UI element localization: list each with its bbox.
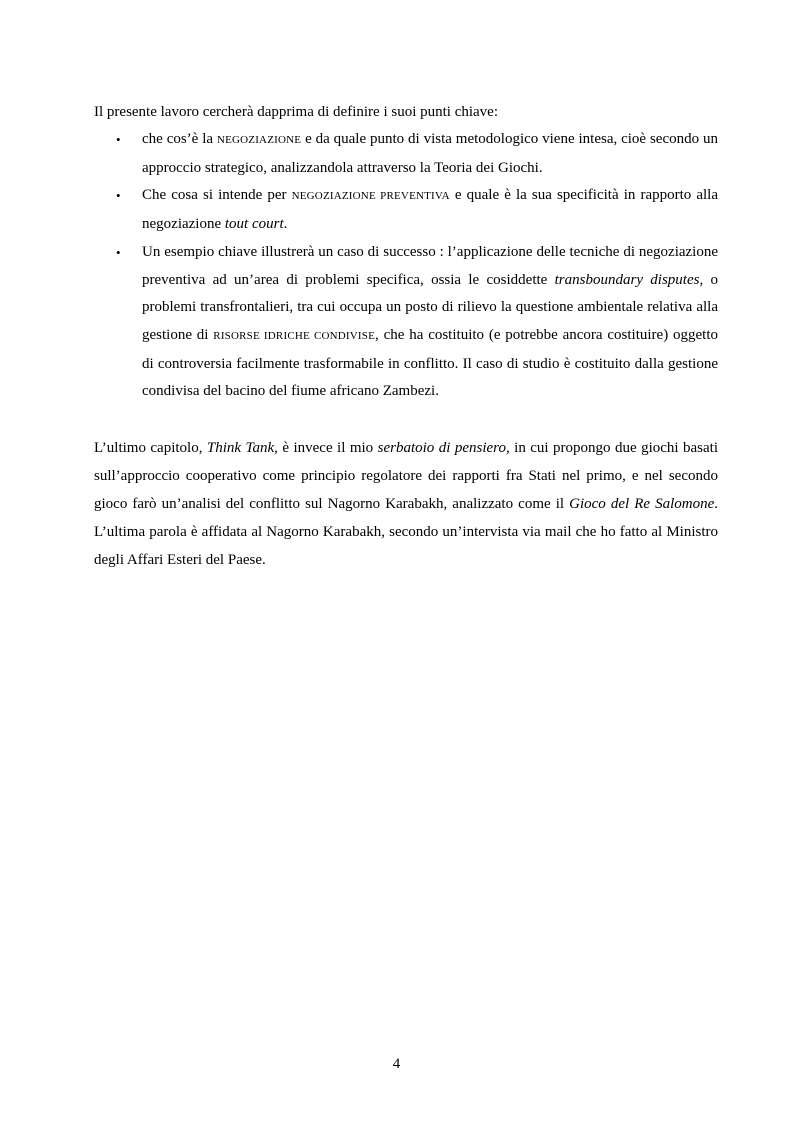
intro-paragraph: Il presente lavoro cercherà dapprima di definire i suoi punti chiave:	[94, 104, 499, 120]
text-run: e da quale punto di vista metodologico viene intesa, cioè secondo un approccio strategico, analizzandola attraverso la Teoria dei Giochi.	[142, 131, 718, 176]
bullet-icon: •	[116, 132, 121, 147]
list-item	[94, 182, 718, 238]
text-run: , è invece il mio	[274, 440, 378, 457]
page-body	[94, 98, 718, 574]
italic-term: Gioco del Re Salomone	[569, 496, 715, 513]
text-run: . L’ultima parola è affidata al Nagorno Karabakh, secondo un’intervista via mail che ho fatto al Ministro degli Affari Esteri del Paese.	[94, 496, 719, 569]
text-run: .	[283, 216, 288, 233]
list-item	[94, 126, 718, 182]
text-run: e quale è la sua specificità in rapporto alla negoziazione	[142, 187, 719, 233]
text-run: , in cui propongo due giochi basati sull’approccio cooperativo come principio regolatore dei rapporti fra Stati nel primo, e nel secondo gioco farò un’analisi del conflitto sul Nagorno Karabakh, analizzato come il	[94, 440, 719, 513]
text-run: Che cosa si intende per	[142, 187, 292, 204]
bullet-icon: •	[116, 244, 121, 260]
closing-paragraph	[94, 434, 718, 574]
bullet-icon: •	[116, 188, 121, 204]
text-run: L’ultimo capitolo,	[94, 440, 207, 457]
small-caps-term: NEGOZIAZIONE	[216, 134, 302, 146]
list-item	[94, 239, 718, 406]
small-caps-term: RISORSE IDRICHE CONDIVISE	[213, 329, 376, 342]
text-run: , che ha costituito (e potrebbe ancora costituire) oggetto di controversia facilmente trasformabile in conflitto. Il caso di studio è costituito dalla gestione condivisa del bacino del fiume africano Zambezi.	[142, 326, 718, 400]
text-run: che cos’è la	[142, 131, 217, 147]
small-caps-term: NEGOZIAZIONE PREVENTIVA	[291, 190, 450, 203]
italic-term: Think Tank	[206, 440, 275, 457]
italic-term: tout court	[224, 216, 284, 233]
page-number: 4	[392, 1056, 401, 1072]
italic-term: serbatoio di pensiero	[377, 440, 506, 457]
italic-term: transboundary disputes	[554, 271, 700, 288]
text-run: , o problemi transfrontalieri, tra cui occupa un posto di rilievo la questione ambientale relativa alla gestione di	[142, 271, 719, 343]
key-points-list	[94, 126, 718, 406]
text-run: Un esempio chiave illustrerà un caso di successo : l’applicazione delle tecniche di negoziazione preventiva ad un’area di problemi specifica, ossia le cosiddette	[142, 243, 718, 288]
